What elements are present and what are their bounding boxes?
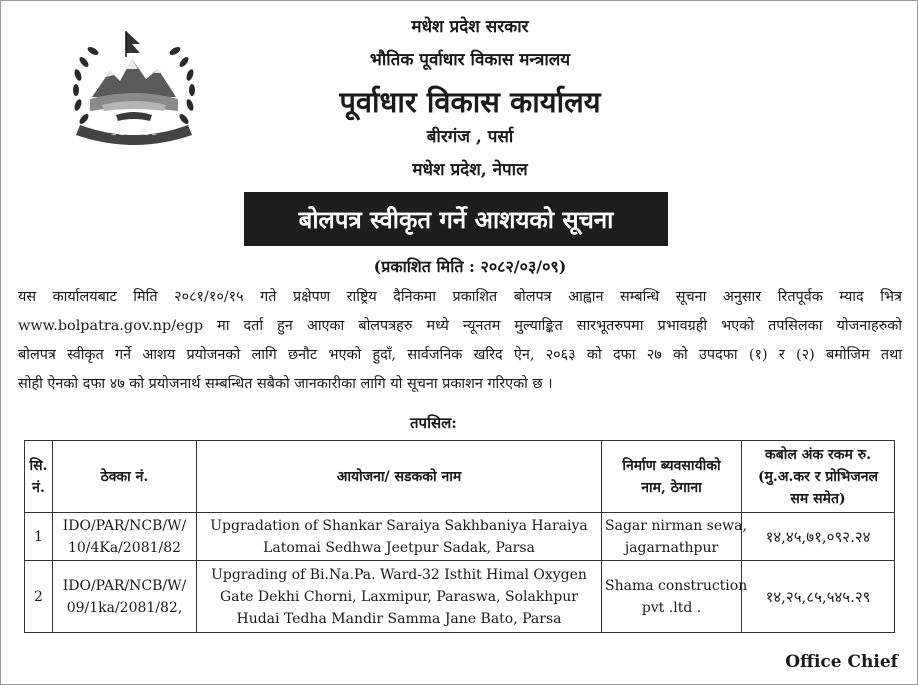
office-name: पूर्वाधार विकास कार्यालय — [339, 85, 601, 119]
body-line: यस कार्यालयबाट मिति २०८१/१०/१५ गते प्रक्षेपण राष्ट्रिय दैनिकमा प्रकाशित बोलपत्र आह्वान सम्बन्धि सूचना अनुसार रितपूर्वक म्याद भित्र — [18, 289, 902, 305]
contract-table — [24, 440, 895, 633]
svg-text:~ ~ ~ ~ ~ ~: ~ ~ ~ ~ ~ ~ — [110, 131, 158, 139]
cell-contract-no: IDO/PAR/NCB/W/ 10/4Ka/2081/82 — [53, 513, 197, 561]
cell-project: Upgrading of Bi.Na.Pa. Ward-32 Isthit Himal Oxygen Gate Dekhi Chorni, Laxmipur, Paraswa, Solakhpur Hudai Tedha Mandir Samma Jane Bato, Parsa — [197, 561, 602, 633]
government-name: मधेश प्रदेश सरकार — [411, 17, 529, 37]
header-contractor: निर्माण ब्यवसायीको नाम, ठेगाना — [602, 441, 742, 513]
cell-sn: 1 — [25, 513, 53, 561]
cell-amount: १४,४५,७१,०९२.२४ — [742, 513, 895, 561]
cell-contractor: Shama construction pvt .ltd . — [602, 561, 742, 633]
cell-project: Upgradation of Shankar Saraiya Sakhbaniya Haraiya Latomai Sedhwa Jeetpur Sadak, Parsa — [197, 513, 602, 561]
body-line: www.bolpatra.gov.np/egp मा दर्ता हुन आएका बोलपत्रहरु मध्ये न्यूनतम मुल्याङ्कित सारभूतरुपमा प्रभावग्रही भएको तपसिलका योजनाहरुको — [18, 318, 902, 334]
cell-sn: 2 — [25, 561, 53, 633]
body-line: सोही ऐनको दफा ४७ को प्रयोजनार्थ सम्बन्धित सबैको जानकारीका लागि यो सूचना प्रकाशन गरिएको छ । — [18, 376, 553, 392]
signatory-title: Office Chief — [785, 652, 898, 672]
header-sn: सि. नं. — [25, 441, 53, 513]
header-contract-no: ठेक्का नं. — [53, 441, 197, 513]
nepal-government-emblem-icon — [66, 27, 202, 153]
ministry-name: भौतिक पूर्वाधार विकास मन्त्रालय — [369, 50, 571, 70]
header-project: आयोजना/ सडकको नाम — [197, 441, 602, 513]
notice-body — [18, 283, 902, 399]
header-amount: कबोल अंक रकम रु. (मु.अ.कर र प्रोभिजनल सम समेत) — [742, 441, 895, 513]
published-date: (प्रकाशित मिति : २०८२/०३/०९) — [373, 257, 567, 276]
cell-contract-no: IDO/PAR/NCB/W/ 09/1ka/2081/82, — [53, 561, 197, 633]
office-location: बीरगंज , पर्सा — [426, 127, 514, 147]
table-row — [25, 561, 895, 633]
schedule-heading: तपसिल: — [410, 414, 457, 432]
body-line: बोलपत्र स्वीकृत गर्ने आशय प्रयोजनको लागि छनौट भएको हुदाँ, सार्वजनिक खरिद ऐन, २०६३ को दफा २७ को उपदफा (१) र (२) बमोजिम तथा — [18, 347, 902, 363]
cell-amount: १४,२५,८५,५४५.२९ — [742, 561, 895, 633]
cell-contractor: Sagar nirman sewa, jagarnathpur — [602, 513, 742, 561]
province-country: मधेश प्रदेश, नेपाल — [412, 160, 528, 180]
table-row — [25, 513, 895, 561]
notice-title: बोलपत्र स्वीकृत गर्ने आशयको सूचना — [244, 192, 668, 246]
table-header-row — [25, 441, 895, 513]
